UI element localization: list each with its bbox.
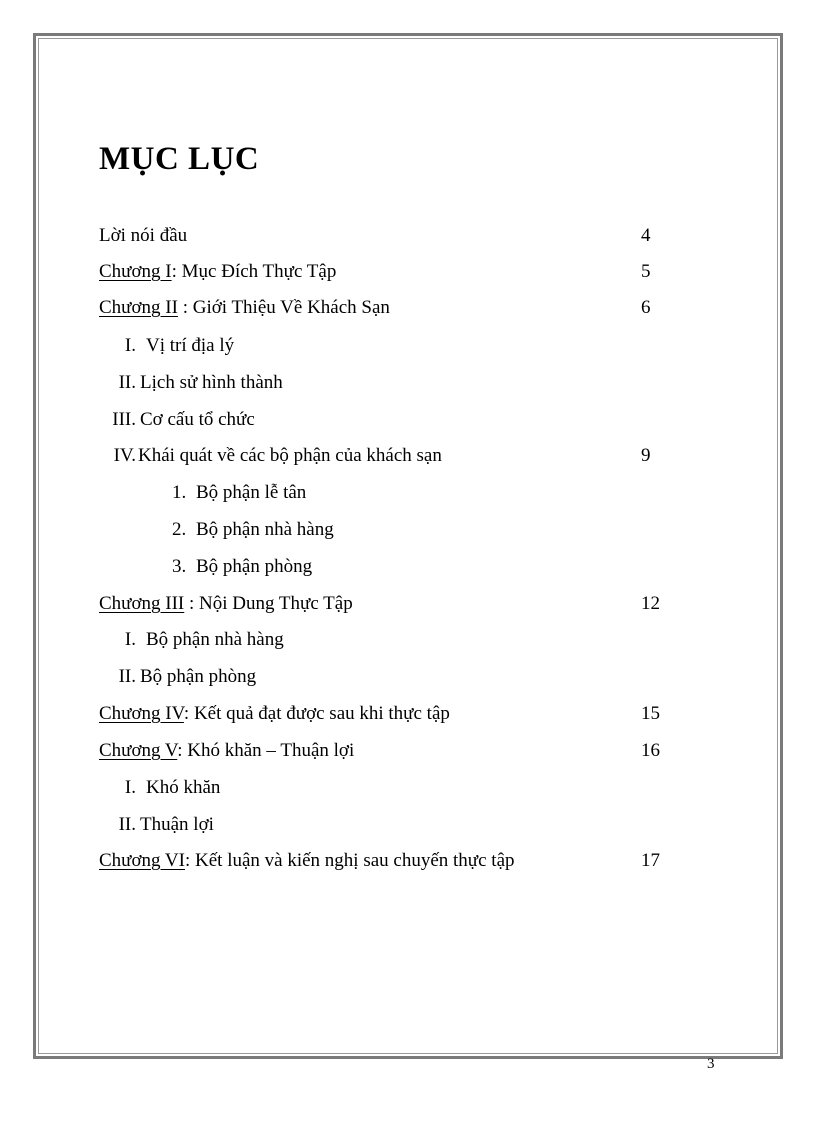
chapter-separator: :	[177, 297, 193, 318]
toc-entry-text: Khái quát về các bộ phận của khách sạn	[138, 445, 442, 466]
list-number: 3.	[172, 556, 187, 577]
toc-entry-text: Khó khăn – Thuận lợi	[187, 740, 355, 761]
page-number: 3	[707, 1056, 715, 1072]
toc-subentry-ch3-phong[interactable]	[108, 665, 668, 689]
toc-page-number: 15	[641, 703, 660, 724]
toc-subentry-ch3-nha-hang[interactable]	[108, 628, 668, 652]
toc-entry-text: Bộ phận phòng	[196, 556, 313, 577]
toc-entry-text: Nội Dung Thực Tập	[199, 593, 353, 614]
roman-numeral: IV.	[113, 445, 136, 466]
chapter-label: Chương II	[99, 297, 178, 318]
chapter-label: Chương III	[99, 593, 185, 614]
roman-numeral: III.	[112, 409, 136, 430]
toc-page-number: 4	[641, 225, 651, 246]
toc-entry-text: Bộ phận lễ tân	[196, 482, 307, 503]
toc-entry-chuong-1[interactable]	[99, 260, 679, 284]
toc-entry-text: Giới Thiệu Về Khách Sạn	[192, 297, 390, 318]
toc-entry-text: Cơ cấu tổ chức	[140, 409, 255, 430]
toc-entry-chuong-3[interactable]	[99, 592, 679, 616]
chapter-separator: :	[177, 740, 188, 761]
toc-entry-chuong-2[interactable]	[99, 296, 679, 320]
toc-entry-text: Vị trí địa lý	[146, 335, 235, 356]
toc-subentry-co-cau[interactable]	[108, 408, 668, 432]
chapter-label: Chương I	[99, 261, 172, 282]
toc-subentry-kho-khan[interactable]	[108, 776, 668, 800]
chapter-separator: :	[171, 261, 182, 282]
toc-entry-text: Lịch sử hình thành	[140, 372, 283, 393]
toc-entry-chuong-4[interactable]	[99, 702, 679, 726]
toc-entry-loi-noi-dau[interactable]	[99, 224, 679, 248]
page-border	[33, 33, 783, 1059]
toc-subentry-vi-tri-dia-ly[interactable]	[108, 334, 668, 358]
toc-entry-text: Kết quả đạt được sau khi thực tập	[193, 703, 450, 724]
chapter-label: Chương IV	[99, 703, 184, 724]
page-title: MỤC LỤC	[99, 141, 260, 177]
toc-entry-text: Bộ phận nhà hàng	[196, 519, 334, 540]
toc-subentry-phong[interactable]	[172, 555, 572, 579]
toc-entry-text: Mục Đích Thực Tập	[181, 261, 337, 282]
toc-page-number: 12	[641, 593, 660, 614]
roman-numeral: II.	[118, 814, 136, 835]
toc-page-number: 6	[641, 297, 651, 318]
list-number: 2.	[172, 519, 187, 540]
toc-subentry-thuan-loi[interactable]	[108, 813, 668, 837]
toc-page-number: 17	[641, 850, 660, 871]
list-number: 1.	[172, 482, 187, 503]
toc-subentry-khai-quat[interactable]	[108, 444, 679, 468]
roman-numeral: I.	[124, 335, 136, 356]
toc-entry-chuong-5[interactable]	[99, 739, 679, 763]
chapter-label: Chương VI	[99, 850, 185, 871]
roman-numeral: II.	[118, 666, 136, 687]
toc-entry-text: Khó khăn	[146, 777, 221, 798]
toc-subentry-lich-su[interactable]	[108, 371, 668, 395]
toc-entry-text: Kết luận và kiến nghị sau chuyến thực tập	[195, 850, 515, 871]
toc-entry-text: Bộ phận nhà hàng	[146, 629, 284, 650]
chapter-separator: :	[184, 850, 196, 871]
toc-page-number: 16	[641, 740, 660, 761]
chapter-separator: :	[183, 703, 194, 724]
roman-numeral: I.	[124, 629, 136, 650]
toc-entry-chuong-6[interactable]	[99, 849, 679, 873]
toc-page-number: 5	[641, 261, 651, 282]
chapter-label: Chương V	[99, 740, 178, 761]
roman-numeral: I.	[124, 777, 136, 798]
chapter-separator: :	[184, 593, 200, 614]
toc-page-number: 9	[641, 445, 651, 466]
roman-numeral: II.	[118, 372, 136, 393]
toc-entry-text: Thuận lợi	[140, 814, 214, 835]
toc-subentry-nha-hang[interactable]	[172, 518, 572, 542]
toc-entry-text: Bộ phận phòng	[140, 666, 257, 687]
toc-subentry-le-tan[interactable]	[172, 481, 572, 505]
toc-entry-text: Lời nói đầu	[99, 225, 188, 246]
